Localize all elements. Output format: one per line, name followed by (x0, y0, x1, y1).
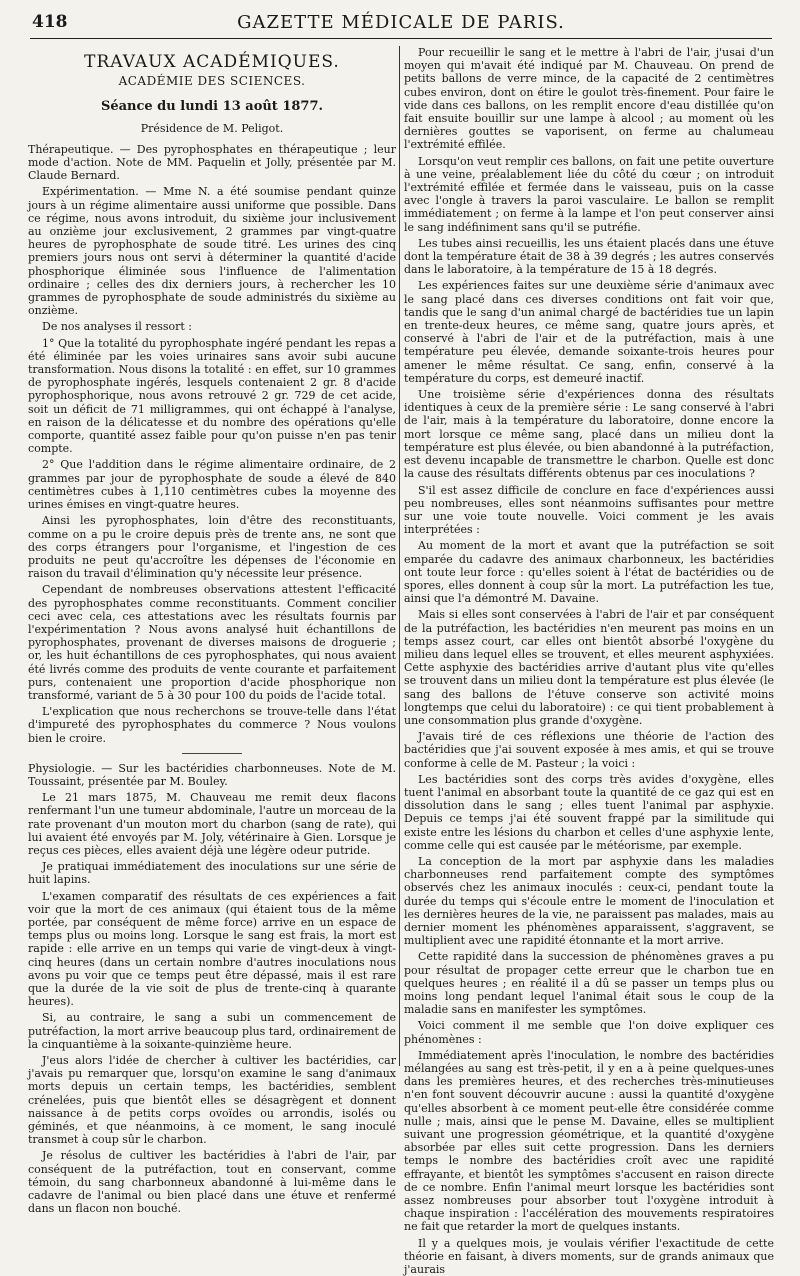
section-title: TRAVAUX ACADÉMIQUES. (84, 52, 340, 72)
article-heading-therapeutique: Thérapeutique. — Des pyrophosphates en thérapeutique ; leur mode d'action. Note de MM. Paquelin et Jolly, présentée par M. Claude Bernard. (28, 142, 396, 183)
paragraph: L'examen comparatif des résultats de ces expériences a fait voir que la mort de ces animaux (qui étaient tous de la même portée, par conséquent de même force) arrive en un espace de temps plus ou moins long. Lorsque le sang est frais, la mort est rapide : elle arrive en un temps qui varie de vingt-deux à vingt-cinq heures (dans un certain nombre d'autres inoculations nous avons pu voir que ce temps peut être dépassé, mais il est rare que la durée de la vie soit de plus de trente-cinq à quarante heures). (28, 889, 396, 1009)
paragraph: Expérimentation. — Mme N. a été soumise pendant quinze jours à un régime alimentaire aussi uniforme que possible. Dans ce régime, nous avons introduit, du sixième jour inclusivement au onzième jour exclusivement, 2 grammes par vingt-quatre heures de pyrophosphate de soude titré. Les urines des cinq premiers jours nous ont servi à déterminer la quantité d'acide phosphorique éliminée sous l'influence de l'alimentation ordinaire ; celles des dix derniers jours, à rechercher les 10 grammes de pyrophosphate de soude administrés du sixième au onzième. (28, 185, 396, 318)
paragraph: Les expériences faites sur une deuxième série d'animaux avec le sang placé dans ces diverses conditions ont fait voir que, tandis que le sang d'un animal chargé de bactéridies tue un lapin en trente-deux heures, ce même sang, quatre jours après, et conservé à l'abri de l'air et de la putréfaction, mais à une température peu élevée, demande soixante-trois heures pour amener le même résultat. Ce sang, enfin, conservé à la température du corps, est demeuré inactif. (404, 279, 774, 385)
paragraph: 1° Que la totalité du pyrophosphate ingéré pendant les repas a été éliminée par les voies urinaires sans avoir subi aucune transformation. Nous disons la totalité : en effet, sur 10 grammes de pyrophosphate ingérés, lesquels contenaient 2 gr. 8 d'acide pyrophosphorique, nous avons retrouvé 2 gr. 729 de cet acide, soit un déficit de 71 milligrammes, qui ont échappé à l'analyse, en raison de la délicatesse et du nombre des opérations qu'elle comporte, quantité assez faible pour qu'on puisse n'en pas tenir compte. (28, 336, 396, 456)
session-date: Séance du lundi 13 août 1877. (100, 99, 324, 115)
presidence-line: Présidence de M. Peligot. (140, 121, 284, 135)
paragraph: Si, au contraire, le sang a subi un commencement de putréfaction, la mort arrive beaucoup plus tard, ordinairement de la cinquantième à la soixante-quinzième heure. (28, 1011, 396, 1051)
paragraph: La conception de la mort par asphyxie dans les maladies charbonneuses rend parfaitement compte des symptômes observés chez les animaux inoculés : ceux-ci, pendant toute la durée du temps qui s'écoule entre le moment de l'inoculation et les dernières heures de la vie, ne paraissent pas malades, mais au dernier moment les phénomènes apparaissent, s'aggravent, se multiplient avec une rapidité étonnante et la mort arrive. (404, 854, 774, 948)
paragraph: Je résolus de cultiver les bactéridies à l'abri de l'air, par conséquent de la putréfaction, tout en conservant, comme témoin, du sang charbonneux abandonné à lui-même dans le cadavre de l'animal ou bien placé dans une étuve et renfermé dans un flacon non bouché. (28, 1149, 396, 1216)
paragraph: Cependant de nombreuses observations attestent l'efficacité des pyrophosphates comme reconstituants. Comment concilier ceci avec cela, ces attestations avec les résultats fournis par l'expérimentation ? Nous avons analysé huit échantillons de pyrophosphates, provenant de diverses maisons de droguerie ; or, les huit échantillons de ces pyrophosphates, qui nous avaient été livrés comme des produits de vente courante et parfaitement purs, contenaient une proportion d'acide phosphorique non transformé, variant de 5 à 30 pour 100 du poids de l'acide total. (28, 583, 396, 702)
section-separator (182, 753, 242, 754)
paragraph: Il y a quelques mois, je voulais vérifier l'exactitude de cette théorie en faisant, à divers moments, sur de grands animaux que j'aurais (404, 1236, 774, 1276)
journal-title: GAZETTE MÉDICALE DE PARIS. (237, 12, 565, 33)
article-heading-physiologie: Physiologie. — Sur les bactéridies charbonneuses. Note de M. Toussaint, présentée par M. Bouley. (28, 761, 396, 788)
paragraph: De nos analyses il ressort : (42, 320, 192, 334)
paragraph: Lorsqu'on veut remplir ces ballons, on fait une petite ouverture à une veine, préalablement liée du côté du cœur ; on introduit l'extrémité effilée et fermée dans le vaisseau, puis on la casse avec l'ongle à travers la paroi vasculaire. Le ballon se remplit immédiatement ; on ferme à la lampe et l'on peut conserver ainsi le sang indéfiniment sans qu'il se putréfie. (404, 154, 774, 234)
paragraph: Voici comment il me semble que l'on doive expliquer ces phénomènes : (404, 1019, 774, 1046)
paragraph: S'il est assez difficile de conclure en face d'expériences aussi peu nombreuses, elles sont néanmoins suffisantes pour mettre sur une voie toute nouvelle. Voici comment je les avais interprétées : (404, 483, 774, 537)
left-column (28, 46, 397, 1216)
right-column (404, 46, 774, 1276)
paragraph: J'eus alors l'idée de chercher à cultiver les bactéridies, car j'avais pu remarquer que, lorsqu'on examine le sang d'animaux morts depuis un certain temps, les bactéridies, semblent crénelées, puis que bientôt elles se désagrègent et donnent naissance à de petits corps ovoïdes ou arrondis, isolés ou géminés, et que néanmoins, à ce moment, le sang inoculé transmet à coup sûr le charbon. (28, 1054, 396, 1147)
paragraph: Les tubes ainsi recueillis, les uns étaient placés dans une étuve dont la température était de 38 à 39 degrés ; les autres conservés dans le laboratoire, à la température de 15 à 18 degrés. (404, 236, 774, 277)
paragraph: L'explication que nous recherchons se trouve-telle dans l'état d'impureté des pyrophosphates du commerce ? Nous voulons bien le croire. (28, 705, 396, 745)
column-divider (399, 46, 400, 1066)
paragraph: Pour recueillir le sang et le mettre à l'abri de l'air, j'usai d'un moyen qui m'avait été indiqué par M. Chauveau. On prend de petits ballons de verre mince, de la capacité de 2 centimètres cubes environ, dont on étire le goulot très-finement. Pour faire le vide dans ces ballons, on les remplit encore d'eau distillée qu'on fait ensuite bouillir sur une lampe à alcool ; au moment où les dernières gouttes se vaporisent, on ferme au chalumeau l'extrémité effilée. (404, 46, 774, 152)
paragraph: Au moment de la mort et avant que la putréfaction se soit emparée du cadavre des animaux charbonneux, les bactéridies ont toute leur force : qu'elles soient à l'état de bactéridies ou de spores, elles donnent à coup sûr la mort. La putréfaction les tue, ainsi que l'a démontré M. Davaine. (404, 539, 774, 606)
paragraph: Les bactéridies sont des corps très avides d'oxygène, elles tuent l'animal en absorbant toute la quantité de ce gaz qui est en dissolution dans le sang ; elles tuent l'animal par asphyxie. Depuis ce temps j'ai été souvent frappé par la similitude qui existe entre les lésions du charbon et celles d'une asphyxie lente, comme celle qui est causée par le météorisme, par exemple. (404, 772, 774, 852)
paragraph: Mais si elles sont conservées à l'abri de l'air et par conséquent de la putréfaction, les bactéridies n'en meurent pas moins en un temps assez court, car elles ont bientôt absorbé l'oxygène du milieu dans lequel elles se trouvent, et elles meurent asphyxiées. Cette asphyxie des bactéridies arrive d'autant plus vite qu'elles se trouvent dans un milieu dont la température est plus élevée (le sang des ballons de l'étuve conserve son activité moins longtemps que celui du laboratoire) : ce qui tient probablement à une consommation plus grande d'oxygène. (404, 608, 774, 727)
paragraph: Cette rapidité dans la succession de phénomènes graves a pu pour résultat de propager cette erreur que le charbon tue en quelques heures ; en réalité il a dû se passer un temps plus ou moins long pendant lequel l'animal était sous le coup de la maladie sans en manifester les symptômes. (404, 950, 774, 1017)
paragraph: Je pratiquai immédiatement des inoculations sur une série de huit lapins. (28, 860, 396, 887)
paragraph: Immédiatement après l'inoculation, le nombre des bactéridies mélangées au sang est très-petit, il y en a à peine quelques-unes dans les premières heures, et des recherches très-minutieuses n'en font souvent découvrir aucune : aussi la quantité d'oxygène qu'elles absorbent à ce moment peut-elle être considérée comme nulle ; mais, ainsi que le pense M. Davaine, elles se multiplient suivant une progression géométrique, et la quantité d'oxygène absorbée par elles suit cette progression. Dans les derniers temps le nombre des bactéridies croît avec une rapidité effrayante, et bientôt les symptômes s'accusent en raison directe de ce nombre. Enfin l'animal meurt lorsque les bactéridies sont assez nombreuses pour absorber tout l'oxygène introduit à chaque inspiration : l'accélération des mouvements respiratoires ne fait que retarder la mort de quelques instants. (404, 1048, 774, 1234)
paragraph: J'avais tiré de ces réflexions une théorie de l'action des bactéridies que j'ai souvent exposée à mes amis, et qui se trouve conforme à celle de M. Pasteur ; la voici : (404, 730, 774, 770)
academy-title: ACADÉMIE DES SCIENCES. (118, 74, 306, 89)
paragraph: Ainsi les pyrophosphates, loin d'être des reconstituants, comme on a pu le croire depuis près de trente ans, ne sont que des corps étrangers pour l'organisme, et l'ingestion de ces produits ne peut qu'accroître les dépenses de l'économie en raison du travail d'élimination qu'y nécessite leur présence. (28, 514, 396, 581)
page-number: 418 (32, 12, 68, 32)
paragraph: 2° Que l'addition dans le régime alimentaire ordinaire, de 2 grammes par jour de pyrophosphate de soude a élevé de 840 centimètres cubes à 1,110 centimètres cubes la moyenne des urines émises en vingt-quatre heures. (28, 458, 396, 512)
paragraph: Une troisième série d'expériences donna des résultats identiques à ceux de la première série : Le sang conservé à l'abri de l'air, mais à la température du laboratoire, donne encore la mort lorsque ce même sang, placé dans un milieu dont la température est plus élevée, ou bien abandonné à la putréfaction, est devenu incapable de transmettre le charbon. Quelle est donc la cause des résultats différents obtenus par ces inoculations ? (404, 388, 774, 481)
page-header (30, 8, 772, 39)
paragraph: Le 21 mars 1875, M. Chauveau me remit deux flacons renfermant l'un une tumeur abdominale, l'autre un morceau de la rate provenant d'un mouton mort du charbon (sang de rate), qui lui avaient été envoyés par M. Joly, vétérinaire à Gien. Lorsque je reçus ces pièces, elles avaient déjà une légère odeur putride. (28, 791, 397, 857)
